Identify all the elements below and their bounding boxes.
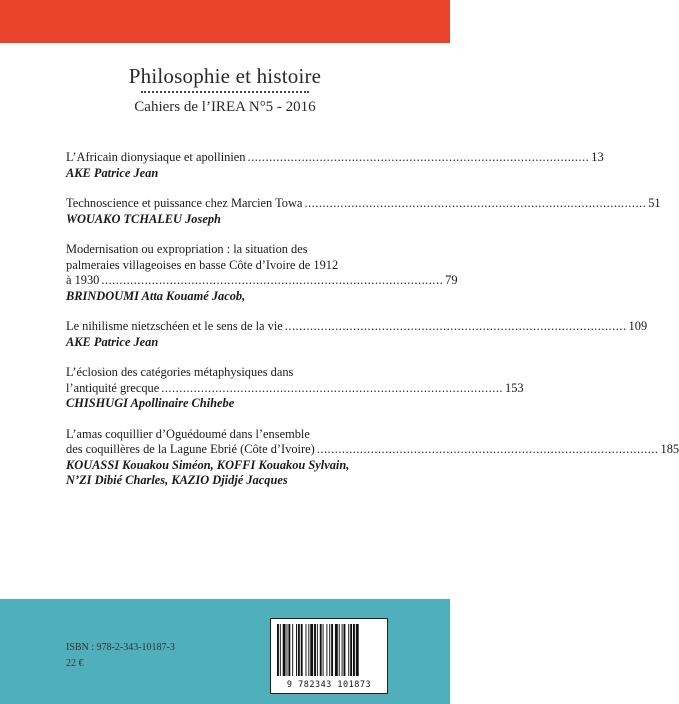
toc-entry-title: Le nihilisme nietzschéen et le sens de la vie bbox=[66, 319, 283, 333]
table-of-contents bbox=[66, 150, 679, 504]
toc-entry-author: BRINDOUMI Atta Kouamé Jacob, bbox=[66, 288, 246, 303]
dot-leader: ............................................................................................... bbox=[161, 380, 504, 395]
barcode-bar bbox=[288, 624, 290, 676]
barcode-bar bbox=[306, 624, 307, 676]
barcode-bar bbox=[310, 624, 313, 676]
dot-leader: ............................................................................................... bbox=[284, 319, 627, 333]
toc-entry-title: Technoscience et puissance chez Marcien Towa bbox=[66, 196, 303, 210]
barcode-bar bbox=[342, 624, 343, 676]
toc-entry-title: L’amas coquillier d’Oguédoumé dans l’ensemble bbox=[66, 426, 310, 441]
dot-leader: ............................................................................................... bbox=[304, 196, 647, 210]
toc-entry bbox=[66, 319, 648, 350]
barcode-bar bbox=[353, 624, 355, 676]
dot-leader: ............................................................................................... bbox=[247, 150, 590, 164]
toc-entry-author: WOUAKO TCHALEU Joseph bbox=[66, 211, 221, 226]
toc-entry-author: AKE Patrice Jean bbox=[66, 165, 159, 180]
toc-entry-title: Modernisation ou expropriation : la situation des bbox=[66, 242, 308, 256]
toc-entry-title: des coquillères de la Lagune Ebrié (Côte d’Ivoire) bbox=[66, 442, 315, 456]
toc-entry-title: palmeraies villageoises en basse Côte d’Ivoire de 1912 bbox=[66, 257, 339, 272]
barcode-bar bbox=[344, 624, 346, 676]
toc-entry bbox=[66, 150, 604, 181]
barcode-bar bbox=[323, 624, 324, 676]
dot-leader: ............................................................................................... bbox=[101, 273, 444, 287]
toc-entry-author: KOUASSI Kouakou Siméon, KOFFI Kouakou Sylvain, bbox=[66, 457, 350, 472]
barcode bbox=[270, 618, 388, 694]
toc-entry-title: L’éclosion des catégories métaphysiques dans bbox=[66, 365, 294, 379]
barcode-bar bbox=[280, 624, 281, 676]
barcode-bar bbox=[314, 624, 316, 676]
top-color-band bbox=[0, 0, 450, 43]
barcode-bar bbox=[292, 624, 293, 676]
dot-leader: ............................................................................................... bbox=[316, 442, 659, 456]
barcode-bar bbox=[335, 624, 338, 676]
dotted-divider bbox=[141, 91, 309, 93]
price-text: 22 € bbox=[66, 658, 84, 669]
barcode-bar bbox=[326, 624, 327, 676]
barcode-bar bbox=[308, 624, 309, 676]
barcode-bar bbox=[356, 624, 359, 676]
barcode-bar bbox=[277, 624, 279, 676]
toc-entry-title: à 1930 bbox=[66, 273, 100, 287]
toc-entry-page: 153 bbox=[505, 380, 524, 395]
toc-entry bbox=[66, 426, 679, 489]
toc-entry bbox=[66, 242, 458, 304]
barcode-bar bbox=[329, 624, 330, 676]
barcode-bar bbox=[339, 624, 340, 676]
barcode-bars bbox=[277, 624, 383, 676]
toc-entry-title: l’antiquité grecque bbox=[66, 380, 160, 395]
barcode-bar bbox=[350, 624, 352, 676]
barcode-bar bbox=[331, 624, 333, 676]
toc-entry bbox=[66, 196, 661, 227]
toc-entry-author: N’ZI Dibié Charles, KAZIO Djidjé Jacques bbox=[66, 473, 288, 487]
barcode-bar bbox=[301, 624, 303, 676]
barcode-bar bbox=[320, 624, 322, 676]
barcode-bar bbox=[348, 624, 349, 676]
isbn-text: ISBN : 978-2-343-10187-3 bbox=[66, 642, 175, 653]
toc-entry-title: L’Africain dionysiaque et apollinien bbox=[66, 150, 246, 164]
barcode-bar bbox=[317, 624, 318, 676]
toc-entry bbox=[66, 365, 524, 412]
toc-entry-page: 51 bbox=[648, 196, 661, 210]
toc-entry-author: CHISHUGI Apollinaire Chihebe bbox=[66, 396, 235, 410]
barcode-bar bbox=[287, 624, 288, 676]
barcode-bar bbox=[283, 624, 286, 676]
barcode-number: 9 782343 101873 bbox=[286, 680, 372, 690]
issue-line: Cahiers de l’IREA N°5 - 2016 bbox=[134, 99, 316, 115]
header bbox=[0, 64, 450, 116]
toc-entry-page: 109 bbox=[628, 319, 648, 333]
barcode-bar bbox=[296, 624, 297, 676]
barcode-bar bbox=[298, 624, 300, 676]
toc-entry-page: 79 bbox=[445, 273, 458, 287]
toc-entry-author: AKE Patrice Jean bbox=[66, 334, 159, 349]
toc-entry-page: 185 bbox=[660, 442, 679, 456]
toc-entry-page: 13 bbox=[591, 150, 604, 164]
series-title: Philosophie et histoire bbox=[128, 64, 322, 88]
